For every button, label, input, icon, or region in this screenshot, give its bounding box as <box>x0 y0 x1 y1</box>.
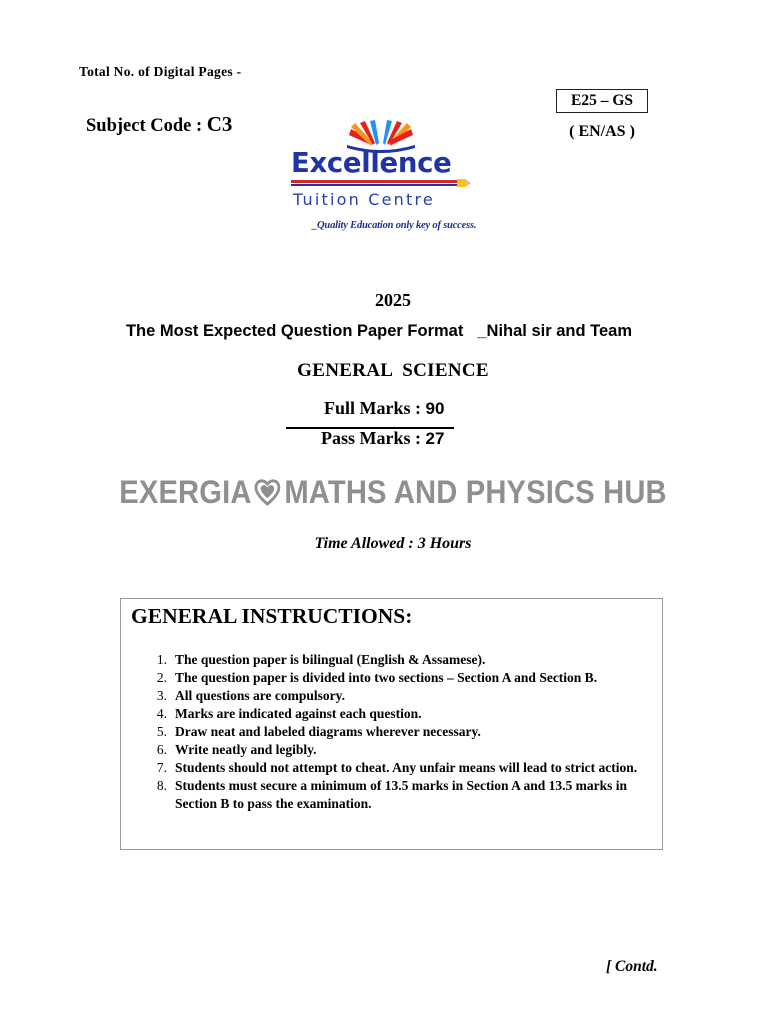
team-text: _Nihal sir and Team <box>477 322 633 340</box>
subject-title: GENERAL SCIENCE <box>297 360 489 381</box>
list-item: 2. The question paper is divided into two sections – Section A and Section B. <box>156 670 598 685</box>
full-marks-value: 90 <box>425 399 445 418</box>
logo-subtitle: Tuition Centre <box>293 190 435 209</box>
paper-code-box: E25 – GS <box>556 89 648 113</box>
full-marks <box>324 398 444 419</box>
language-code: ( EN/AS ) <box>569 123 635 140</box>
list-item: 1. The question paper is bilingual (English & Assamese). <box>156 652 486 667</box>
heart-icon <box>253 477 280 505</box>
continued-label: [ Contd. <box>606 958 658 975</box>
list-item: 8. Students must secure a minimum of 13.5 marks in Section A and 13.5 marks in Section B to pass the examination. <box>156 778 628 811</box>
list-item: 3. All questions are compulsory. <box>156 688 346 703</box>
subject-code-label: Subject Code : <box>86 116 203 136</box>
watermark-right: MATHS AND PHYSICS HUB <box>284 474 667 510</box>
format-text: The Most Expected Question Paper Format <box>125 322 464 340</box>
list-item: 7. Students should not attempt to cheat. Any unfair means will lead to strict action. <box>156 760 638 775</box>
pass-marks-value: 27 <box>425 429 445 448</box>
watermark-left: EXERGIA <box>119 474 252 510</box>
list-item: 5. Draw neat and labeled diagrams wherever necessary. <box>156 724 481 739</box>
pass-marks <box>321 428 444 449</box>
subject-code-value: C3 <box>206 112 233 136</box>
full-marks-label: Full Marks : <box>324 398 421 418</box>
list-item: 6. Write neatly and legibly. <box>156 742 317 757</box>
exam-year: 2025 <box>375 290 411 310</box>
format-line <box>0 322 758 341</box>
list-item: 4. Marks are indicated against each question. <box>156 706 422 721</box>
watermark-banner <box>35 474 750 511</box>
total-pages-label: Total No. of Digital Pages - <box>79 64 242 79</box>
subject-code <box>86 112 232 137</box>
logo-wordmark: Excellence <box>291 147 452 179</box>
instructions-heading: GENERAL INSTRUCTIONS: <box>131 604 413 628</box>
logo-tagline: _Quality Education only key of success. <box>312 220 477 231</box>
pass-marks-label: Pass Marks : <box>321 428 421 448</box>
time-allowed: Time Allowed : 3 Hours <box>314 535 472 552</box>
instructions-list <box>131 651 659 813</box>
